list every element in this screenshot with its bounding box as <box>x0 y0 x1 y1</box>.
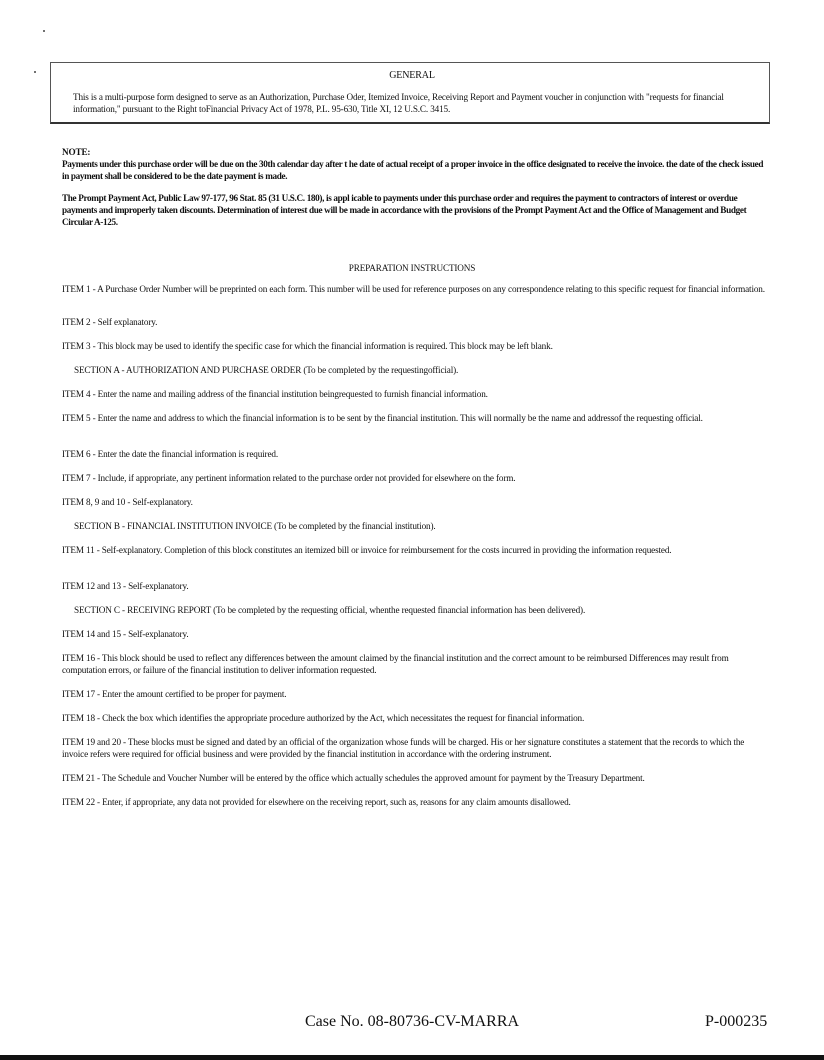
item-1: ITEM 1 - A Purchase Order Number will be preprinted on each form. This number will be used for reference purposes on any correspondence relating to this specific request for financial information. <box>62 284 765 294</box>
item-7: ITEM 7 - Include, if appropriate, any pertinent information related to the purchase order not provided for elsewhere on the form. <box>62 473 516 483</box>
note-text-prompt-payment: The Prompt Payment Act, Public Law 97-177, 96 Stat. 85 (31 U.S.C. 180), is appl icable to payments under this purchase order and requires the payment to contractors of interest or overdue payments and improperly taken discounts. Determination of interest due will be made in accordance with the provisions of the Prompt Payment Act and the Office of Management and Budget Circular A-125. <box>62 193 747 227</box>
bottom-rule <box>0 1055 824 1060</box>
item-17: ITEM 17 - Enter the amount certified to be proper for payment. <box>62 689 287 699</box>
item-3: ITEM 3 - This block may be used to identify the specific case for which the financial information is required. This block may be left blank. <box>62 341 553 351</box>
general-title: GENERAL <box>389 70 435 81</box>
note-label: NOTE: <box>62 147 91 157</box>
item-19-20: ITEM 19 and 20 - These blocks must be signed and dated by an official of the organization whose funds will be charged. His or her signature constitutes a statement that the records to which the invoice refers were required for official business and were provided by the financial institution in accordance with the ordering instrument. <box>62 737 745 759</box>
item-8-9-10: ITEM 8, 9 and 10 - Self-explanatory. <box>62 497 193 507</box>
item-11: ITEM 11 - Self-explanatory. Completion of this block constitutes an itemized bill or invoice for reimbursement for the costs incurred in providing the information requested. <box>62 545 672 555</box>
item-12-13: ITEM 12 and 13 - Self-explanatory. <box>62 581 189 591</box>
item-2: ITEM 2 - Self explanatory. <box>62 317 158 327</box>
scan-speck <box>43 30 45 32</box>
general-text: This is a multi-purpose form designed to serve as an Authorization, Purchase Oder, Itemized Invoice, Receiving Report and Payment voucher in conjunction with "requests for financial information," pursuant to the Right toFinancial Privacy Act of 1978, P.L. 95-630, Title XI, 12 U.S.C. 3415. <box>73 92 724 114</box>
section-b-heading: SECTION B - FINANCIAL INSTITUTION INVOICE (To be completed by the financial institution). <box>74 521 436 531</box>
section-a-heading: SECTION A - AUTHORIZATION AND PURCHASE ORDER (To be completed by the requestingofficial). <box>74 365 459 375</box>
item-6: ITEM 6 - Enter the date the financial information is required. <box>62 449 278 459</box>
item-21: ITEM 21 - The Schedule and Voucher Number will be entered by the office which actually schedules the approved amount for payment by the Treasury Department. <box>62 773 645 783</box>
item-4: ITEM 4 - Enter the name and mailing address of the financial institution beingrequested to furnish financial information. <box>62 389 488 399</box>
bates-number: P-000235 <box>705 1013 768 1030</box>
item-22: ITEM 22 - Enter, if appropriate, any data not provided for elsewhere on the receiving report, such as, reasons for any claim amounts disallowed. <box>62 797 571 807</box>
item-14-15: ITEM 14 and 15 - Self-explanatory. <box>62 629 189 639</box>
case-number: Case No. 08-80736-CV-MARRA <box>305 1013 520 1030</box>
item-5: ITEM 5 - Enter the name and address to which the financial information is to be sent by the financial institution. This will normally be the name and addressof the requesting official. <box>62 413 703 423</box>
note-text-payments: Payments under this purchase order will be due on the 30th calendar day after t he date of actual receipt of a proper invoice in the office designated to receive the invoice. the date of the check issued in payment shall be considered to be the date payment is made. <box>62 159 764 181</box>
item-18: ITEM 18 - Check the box which identifies the appropriate procedure authorized by the Act, which necessitates the request for financial information. <box>62 713 585 723</box>
section-c-heading: SECTION C - RECEIVING REPORT (To be completed by the requesting official, whenthe requested financial information has been delivered). <box>74 605 586 615</box>
instructions-title: PREPARATION INSTRUCTIONS <box>348 263 476 273</box>
item-16: ITEM 16 - This block should be used to reflect any differences between the amount claimed by the financial institution and the correct amount to be reimbursed Differences may result from computation errors, or failure of the financial institution to deliver information requested. <box>62 653 729 675</box>
